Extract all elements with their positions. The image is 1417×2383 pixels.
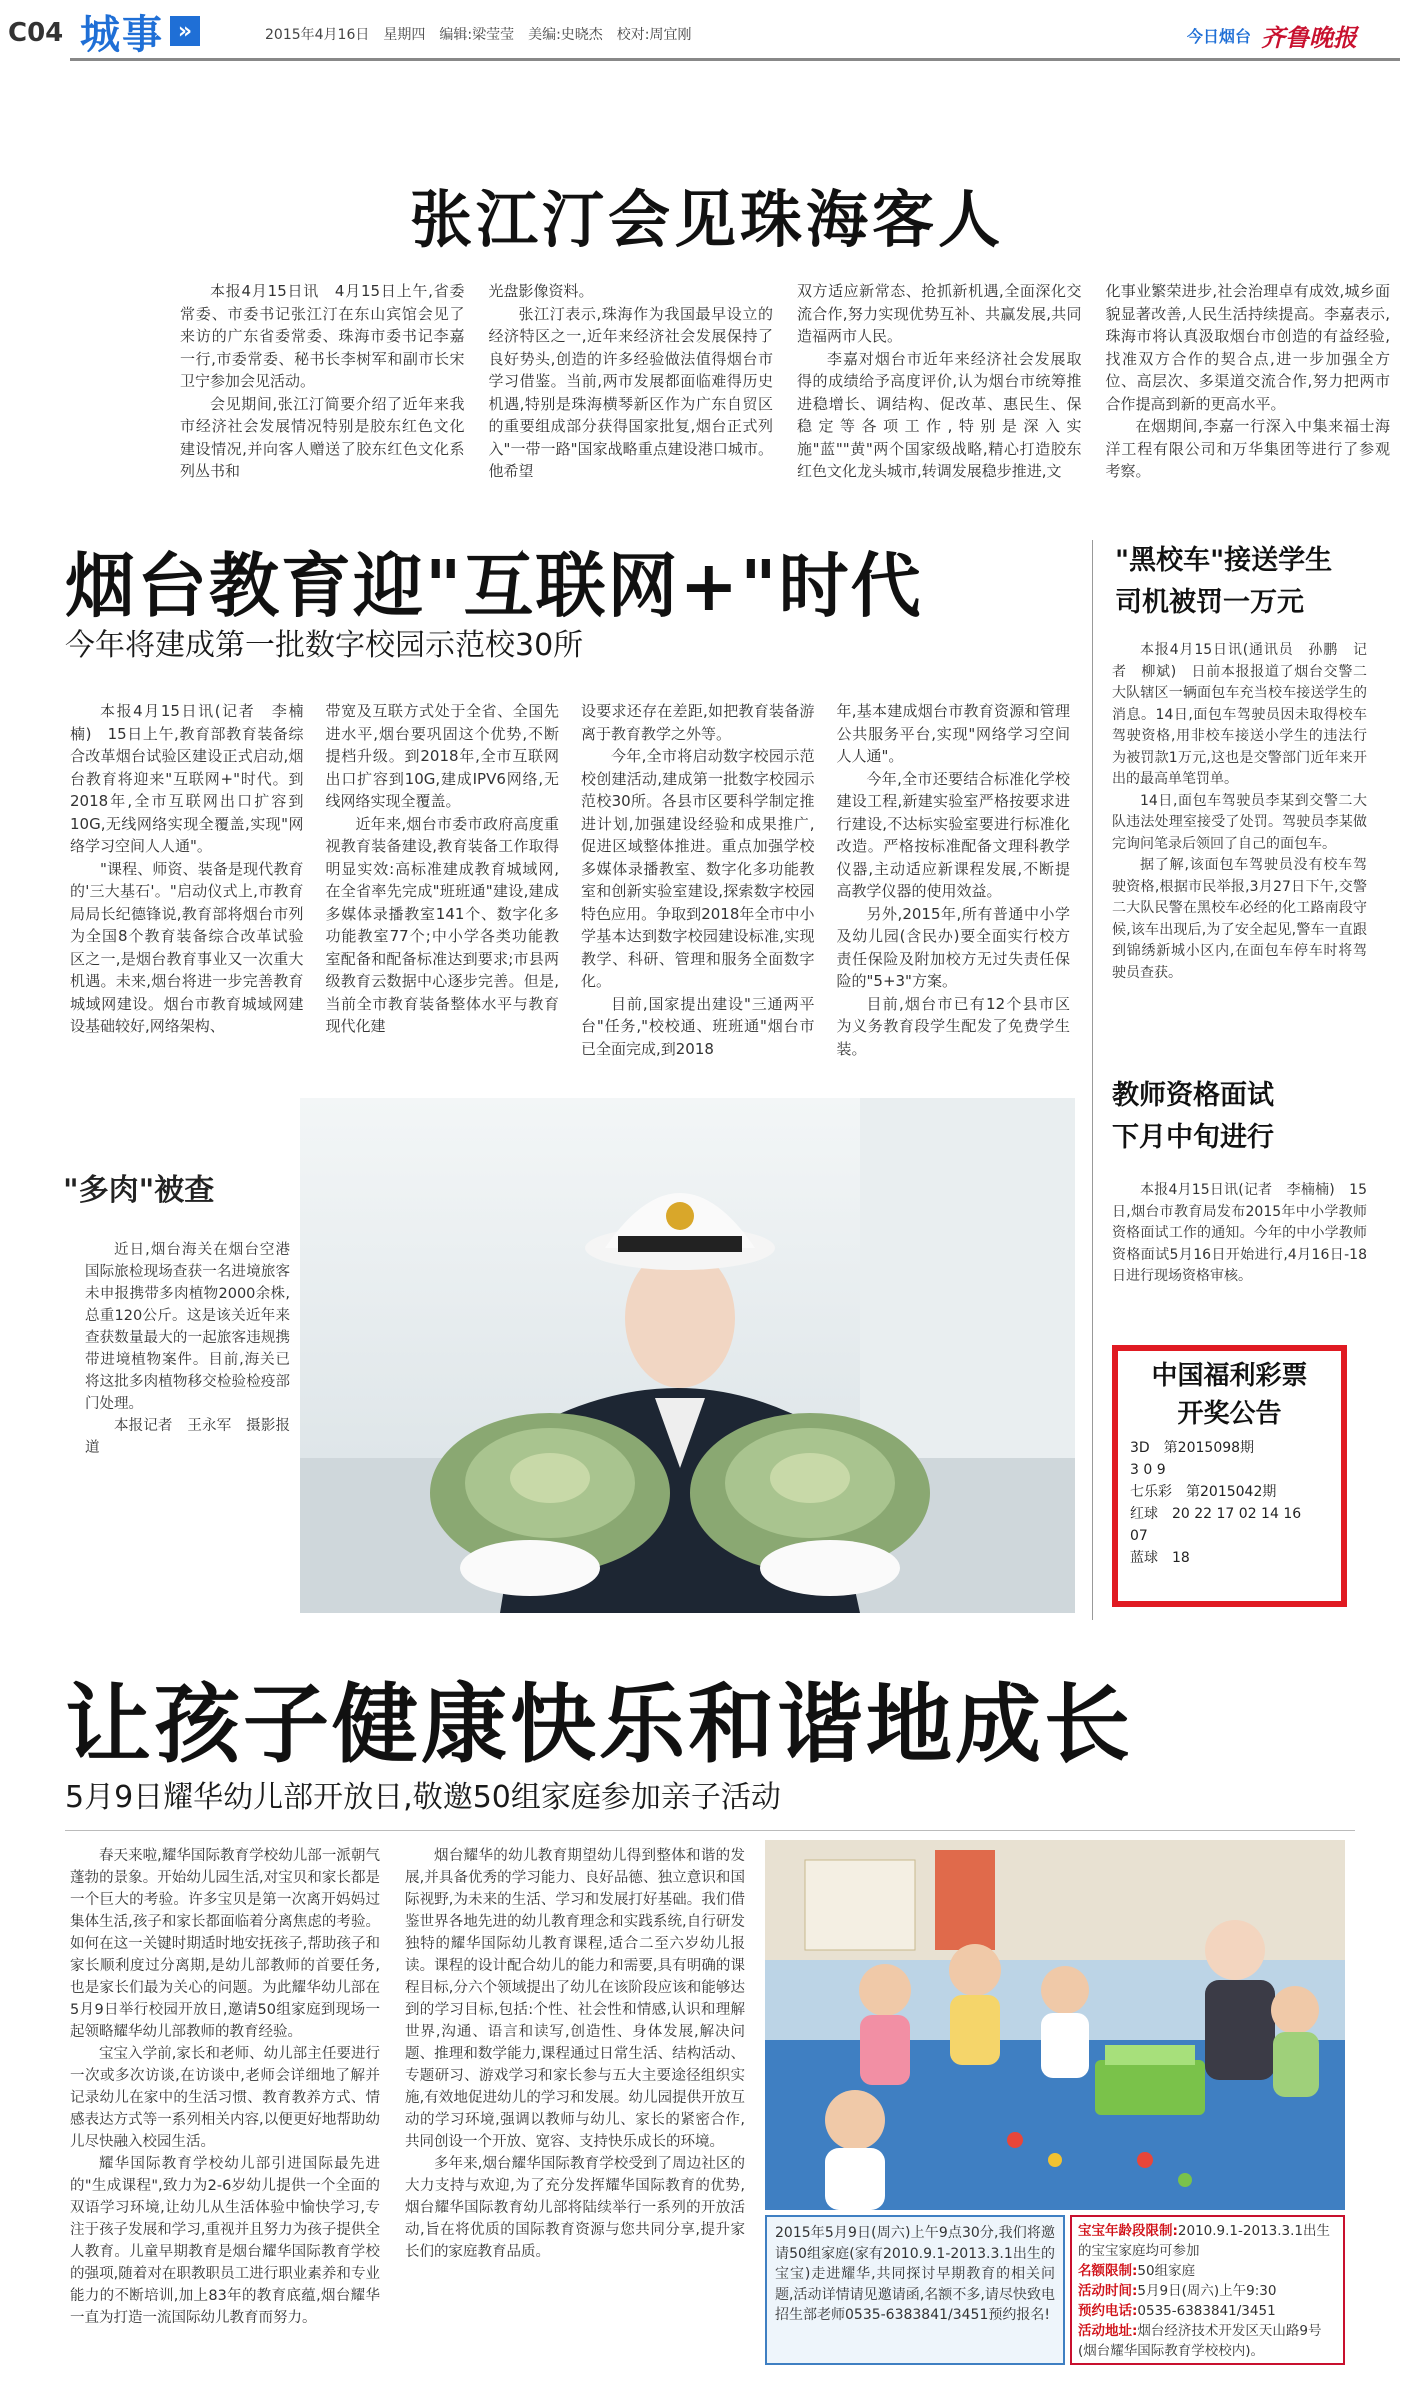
lottery-line: 七乐彩 第2015042期 xyxy=(1130,1484,1277,1500)
brand-logo: 齐鲁晚报 xyxy=(1261,23,1357,52)
classroom-photo xyxy=(765,1840,1345,2210)
customs-officer-succulents-image xyxy=(300,1098,1075,1613)
story2-col4: 年,基本建成烟台市教育资源和管理公共服务平台,实现"网络学习空间人人通"。 今年,全市还要结合标准化学校建设工程,新建实验室严格按要求进行建设,不达标实验室要进行标准化改造。严格按标准配备文理科教学仪器,主动适应新课程发展,不断提高教学仪器的使用效益。 另外,2015年,所有普通中小学及幼儿园(含民办)要全面实行校方责任保险及附加校方无过失责任保险的"5+3"方案。 目前,烟台市已有12个县市区为义务教育段学生配发了免费学生装。 xyxy=(836,702,1070,1058)
newspaper-brand xyxy=(1187,18,1357,53)
story1-col4: 化事业繁荣进步,社会治理卓有成效,城乡面貌显著改善,人民生活持续提高。李嘉表示,珠海市将认真汲取烟台市创造的有益经验,找准双方合作的契合点,进一步加强全方位、高层次、多渠道交流合作,努力把两市合作提高到新的更高水平。 在烟期间,李嘉一行深入中集来福士海洋工程有限公司和万华集团等进行了参观考察。 xyxy=(1105,282,1390,480)
story2-col1: 本报4月15日讯(记者 李楠楠) 15日上午,教育部教育装备综合改革烟台试验区建设正式启动,烟台教育将迎来"互联网+"时代。到2018年,全市互联网出口扩容到10G,无线网络实现全覆盖,实现"网络学习空间人人通"。 "课程、师资、装备是现代教育的'三大基石'。"启动仪式上,市教育局局长纪德锋说,教育部将烟台市列为全国8个教育装备综合改革试验区之一,是烟台教育事业又一次重大机遇。未来,烟台将进一步完善教育城域网建设。烟台市教育城域网建设基础较好,网络架构、 xyxy=(70,702,304,1035)
customs-photo xyxy=(300,1098,1075,1613)
side1-headline: "黑校车"接送学生 司机被罚一万元 xyxy=(1115,545,1333,618)
open-day-notice xyxy=(765,2215,1065,2365)
side2-body: 本报4月15日讯(记者 李楠楠) 15日,烟台市教育局发布2015年中小学教师资格面试工作的通知。今年的中小学教师资格面试5月16日开始进行,4月16日-18日进行现场资格审核。 xyxy=(1112,1182,1367,1284)
page-number: C04 xyxy=(8,18,64,48)
lottery-line: 07 xyxy=(1130,1528,1148,1544)
story3-headline: 让孩子健康快乐和谐地成长 xyxy=(65,1674,1133,1775)
lottery-line: 红球 20 22 17 02 14 16 xyxy=(1130,1506,1302,1522)
photo-story-headline: "多肉"被查 xyxy=(63,1173,215,1208)
story2-headline: 烟台教育迎"互联网+"时代 xyxy=(65,544,923,627)
header-rule xyxy=(70,58,1400,61)
photo-story-body: 近日,烟台海关在烟台空港国际旅检现场查获一名进境旅客未申报携带多肉植物2000余株,总重120公斤。这是该关近年来查获数量最大的一起旅客违规携带进境植物案件。目前,海关已将这批多肉植物移交检验检疫部门处理。 本报记者 王永军 摄影报道 xyxy=(85,1242,290,1456)
photo-caption-box xyxy=(55,1165,290,1625)
story2-col3: 设要求还存在差距,如把教育装备游离于教育教学之外等。 今年,全市将启动数字校园示范校创建活动,建成第一批数字校园示范校30所。各县市区要科学制定推进计划,加强建设经验和成果推广,促进区域整体推进。重点加强学校多媒体录播教室、数字化多功能教室和创新实验室建设,探索数字校园特色应用。争取到2018年全市中小学基本达到数字校园建设标准,实现教学、科研、管理和服务全面数字化。 目前,国家提出建设"三通两平台"任务,"校校通、班班通"烟台市已全面完成,到2018 xyxy=(581,702,815,1058)
lottery-line: 3D 第2015098期 xyxy=(1130,1440,1255,1456)
lottery-title: 中国福利彩票 开奖公告 xyxy=(1151,1361,1308,1429)
notice-text: 2015年5月9日(周六)上午9点30分,我们将邀请50组家庭(家有2010.9.1-2013.3.1出生的宝宝)走进耀华,共同探讨早期教育的相关问题,活动详情请见邀请函,名额不多,请尽快致电招生部老师0535-6383841/3451预约报名! xyxy=(775,2225,1055,2323)
story2-col2: 带宽及互联方式处于全省、全国先进水平,烟台要巩固这个优势,不断提档升级。到2018年,全市互联网出口扩容到10G,建成IPV6网络,无线网络实现全覆盖。 近年来,烟台市委市政府高度重视教育装备建设,教育装备工作取得明显实效:高标准建成教育城域网,在全省率先完成"班班通"建设,建成多媒体录播教室141个、数字化多功能教室77个;中小学各类功能教室配备和配备标准达到要求;市县两级教育云数据中心逐步完善。但是,当前全市教育装备整体水平与教育现代化建 xyxy=(325,702,559,1035)
story1-body xyxy=(180,280,1390,495)
event-info-box xyxy=(1070,2215,1345,2365)
story1-col3: 双方适应新常态、抢抓新机遇,全面深化交流合作,努力实现优势互补、共赢发展,共同造福两市人民。 李嘉对烟台市近年来经济社会发展取得的成绩给予高度评价,认为烟台市统筹推进稳增长、调结构、促改革、惠民生、保稳定等各项工作,特别是深入实施"蓝""黄"两个国家级战略,精心打造胶东红色文化龙头城市,转调发展稳步推进,文 xyxy=(797,282,1082,480)
story3-col1: 春天来啦,耀华国际教育学校幼儿部一派朝气蓬勃的景象。开始幼儿园生活,对宝贝和家长都是一个巨大的考验。许多宝贝是第一次离开妈妈过集体生活,孩子和家长都面临着分离焦虑的考验。如何在这一关键时期适时地安抚孩子,帮助孩子和家长顺利度过分离期,是幼儿部教师的首要任务,也是家长们最为关心的问题。为此耀华幼儿部在5月9日举行校园开放日,邀请50组家庭到现场一起领略耀华幼儿部教师的教育经验。 宝宝入学前,家长和老师、幼儿部主任要进行一次或多次访谈,在访谈中,老师会详细地了解并记录幼儿在家中的生活习惯、教育教养方式、情感表达方式等一系列相关内容,以便更好地帮助幼儿尽快融入校园生活。 耀华国际教育学校幼儿部引进国际最先进的"生成课程",致力为2-6岁幼儿提供一个全面的双语学习环境,让幼儿从生活体验中愉快学习,专注于孩子发展和学习,重视并且努力为孩子提供全人教育。儿童早期教育是烟台耀华国际教育学校的强项,随着对在职教职员工进行职业素养和专业能力的不断培训,加上83年的教育底蕴,烟台耀华一直为打造一流国际幼儿教育而努力。 xyxy=(70,1848,380,2326)
story3-col2: 烟台耀华的幼儿教育期望幼儿得到整体和谐的发展,并具备优秀的学习能力、良好品德、独立意识和国际视野,为未来的生活、学习和发展打好基础。我们借鉴世界各地先进的幼儿教育理念和实践系统,自行研发独特的耀华国际幼儿教育课程,适合二至六岁幼儿报读。课程的设计配合幼儿的能力和需要,具有明确的课程目标,分六个领域提出了幼儿在该阶段应该和能够达到的学习目标,包括:个性、社会性和情感,认识和理解世界,沟通、语言和读写,创造性、身体发展,解决问题、推理和数学能力,课程通过日常生活、结构活动、专题研习、游戏学习和家长参与五大主要途径组织实施,有效地促进幼儿的学习和发展。幼儿园提供开放互动的学习环境,强调以教师与幼儿、家长的紧密合作,共同创设一个开放、宽容、支持快乐成长的环境。 多年来,烟台耀华国际教育学校受到了周边社区的大力支持与欢迎,为了充分发挥耀华国际教育的优势,烟台耀华国际教育幼儿部将陆续举行一系列的开放活动,旨在将优质的国际教育资源与您共同分享,提升家长们的家庭教育品质。 xyxy=(405,1848,745,2260)
column-divider xyxy=(1092,540,1093,1620)
info-age: 宝宝年龄段限制:2010.9.1-2013.3.1出生的宝宝家庭均可参加 xyxy=(1078,2223,1331,2259)
lottery-line: 3 0 9 xyxy=(1130,1462,1166,1478)
info-address: 活动地址:烟台经济技术开发区天山路9号(烟台耀华国际教育学校校内)。 xyxy=(1078,2323,1322,2359)
side1-body: 本报4月15日讯(通讯员 孙鹏 记者 柳斌) 日前本报报道了烟台交警二大队辖区一辆面包车充当校车接送学生的消息。14日,面包车驾驶员因未取得校车驾驶资格,用非校车接送小学生的违法行为被罚款1万元,这也是交警部门近年来开出的最高单笔罚单。 14日,面包车驾驶员李某到交警二大队违法处理室接受了处罚。驾驶员李某做完询问笔录后领回了自己的面包车。 据了解,该面包车驾驶员没有校车驾驶资格,根据市民举报,3月27日下午,交警二大队民警在黑校车必经的化工路南段守候,该车出现后,为了安全起见,警车一直跟到锦绣新城小区内,在面包车停车时将驾驶员查获。 xyxy=(1112,642,1367,981)
story3-rule xyxy=(65,1830,1355,1831)
story1-col2: 光盘影像资料。 张江汀表示,珠海作为我国最早设立的经济特区之一,近年来经济社会发展保持了良好势头,创造的许多经验做法值得烟台市学习借鉴。当前,两市发展都面临难得历史机遇,特别是珠海横琴新区作为广东自贸区的重要组成部分获得国家批复,烟台正式列入"一带一路"国家战略重点建设港口城市。他希望 xyxy=(488,282,773,480)
lottery-notice xyxy=(1112,1345,1347,1607)
section-label xyxy=(80,8,210,58)
story2-subhead: 今年将建成第一批数字校园示范校30所 xyxy=(65,628,584,663)
info-time: 活动时间:5月9日(周六)上午9:30 xyxy=(1078,2283,1277,2299)
kindergarten-activity-image xyxy=(765,1840,1345,2210)
info-quota: 名额限制:50组家庭 xyxy=(1078,2263,1196,2279)
story2-body xyxy=(70,700,1070,1075)
story3-subhead: 5月9日耀华幼儿部开放日,敬邀50组家庭参加亲子活动 xyxy=(65,1780,781,1815)
lottery-line: 蓝球 18 xyxy=(1130,1550,1190,1566)
side2-headline: 教师资格面试 下月中旬进行 xyxy=(1112,1080,1274,1153)
story1-col1: 本报4月15日讯 4月15日上午,省委常委、市委书记张江汀在东山宾馆会见了来访的广东省委常委、珠海市委书记李嘉一行,市委常委、秘书长李树军和副市长宋卫宁参加会见活动。 会见期间,张江汀简要介绍了近年来我市经济社会发展情况特别是胶东红色文化建设情况,并向客人赠送了胶东红色文化系列丛书和 xyxy=(180,282,465,480)
issue-meta: 2015年4月16日 星期四 编辑:梁莹莹 美编:史晓杰 校对:周宜刚 xyxy=(265,27,692,43)
double-chevron-icon: » xyxy=(170,16,200,46)
story1-headline: 张江汀会见珠海客人 xyxy=(410,183,1005,256)
brand-sub: 今日烟台 xyxy=(1186,27,1251,46)
section-name: 城事 xyxy=(80,11,164,58)
info-phone: 预约电话:0535-6383841/3451 xyxy=(1078,2303,1276,2319)
